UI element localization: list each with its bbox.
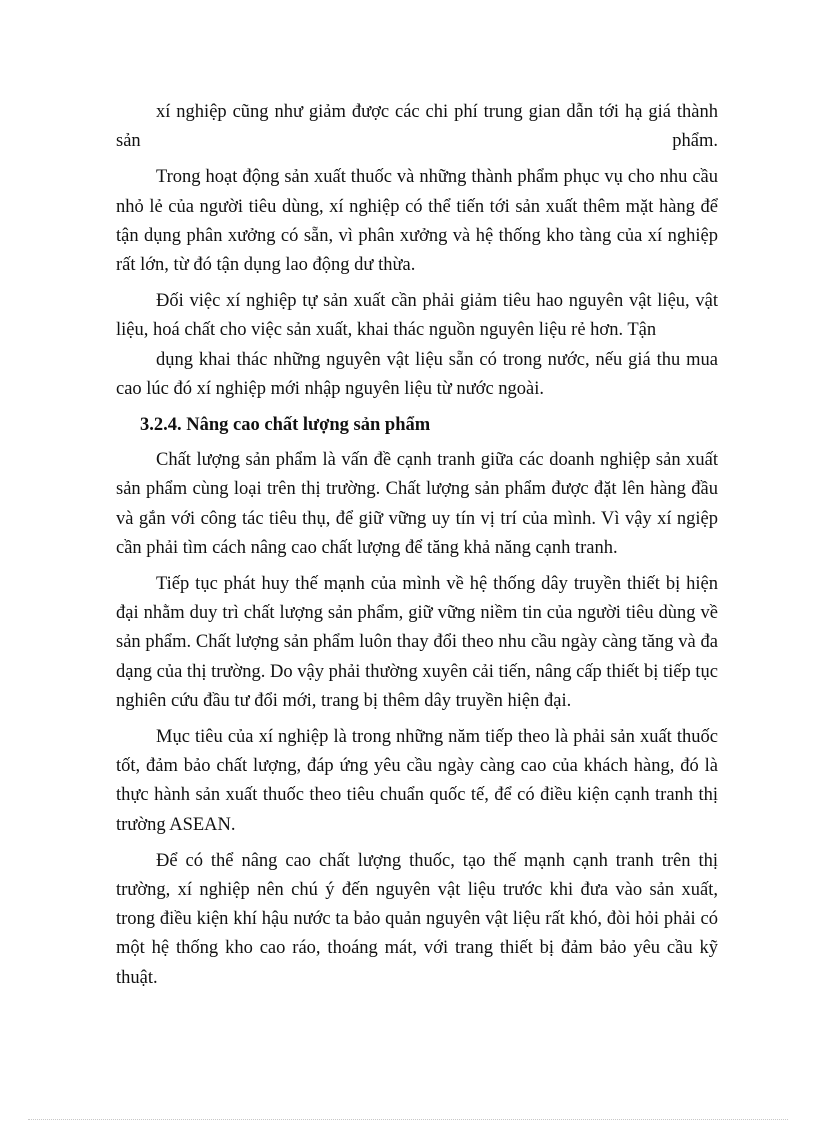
paragraph-2: Trong hoạt động sản xuất thuốc và những thành phẩm phục vụ cho nhu cầu nhỏ lẻ của người tiêu dùng, xí nghiệp có thể tiến tới sản xuất thêm mặt hàng để tận dụng phân xưởng có sẵn, vì phân xưởng và hệ thống kho tàng của xí nghiệp rất lớn, từ đó tận dụng lao động dư thừa. xyxy=(116,167,718,276)
page-bottom-divider xyxy=(28,1119,788,1120)
section-heading: 3.2.4. Nâng cao chất lượng sản phẩm xyxy=(140,415,431,436)
paragraph-3-part-1: Đối việc xí nghiệp tự sản xuất cần phải giảm tiêu hao nguyên vật liệu, vật liệu, hoá chất cho việc sản xuất, khai thác nguồn nguyên liệu rẻ hơn. Tận xyxy=(116,291,718,341)
paragraph-6: Mục tiêu của xí nghiệp là trong những năm tiếp theo là phải sản xuất thuốc tốt, đảm bảo chất lượng, đáp ứng yêu cầu ngày càng cao của khách hàng, đó là thực hành sản xuất thuốc theo tiêu chuẩn quốc tế, để có điều kiện cạnh tranh thị trường ASEAN. xyxy=(116,727,718,835)
paragraph-4: Chất lượng sản phẩm là vấn đề cạnh tranh giữa các doanh nghiệp sản xuất sản phẩm cùng loại trên thị trường. Chất lượng sản phẩm được đặt lên hàng đầu và gắn với công tác tiêu thụ, để giữ vững uy tín vị trí của mình. Vì vậy xí ngiệp cần phải tìm cách nâng cao chất lượng để tăng khả năng cạnh tranh. xyxy=(116,450,718,558)
paragraph-1-word-pham: phẩm. xyxy=(672,131,718,152)
paragraph-3-part-2: dụng khai thác những nguyên vật liệu sẵn có trong nước, nếu giá thu mua cao lúc đó xí nghiệp mới nhập nguyên liệu từ nước ngoài. xyxy=(116,349,718,399)
paragraph-1-word-san: sản xyxy=(116,131,141,152)
paragraph-7: Để có thể nâng cao chất lượng thuốc, tạo thế mạnh cạnh tranh trên thị trường, xí nghiệp nên chú ý đến nguyên vật liệu trước khi đưa vào sản xuất, trong điều kiện khí hậu nước ta bảo quản nguyên vật liệu rất khó, đòi hỏi phải có một hệ thống kho cao ráo, thoáng mát, với trang thiết bị đảm bảo yêu cầu kỹ thuật. xyxy=(116,850,718,988)
document-body xyxy=(116,98,718,1000)
paragraph-1-line-1: xí nghiệp cũng như giảm được các chi phí trung gian dẫn tới hạ giá thành xyxy=(156,102,718,122)
paragraph-1-line-2 xyxy=(116,127,718,156)
paragraph-5: Tiếp tục phát huy thế mạnh của mình về hệ thống dây truyền thiết bị hiện đại nhằm duy trì chất lượng sản phẩm, giữ vững niềm tin của người tiêu dùng về sản phẩm. Chất lượng sản phẩm luôn thay đổi theo nhu cầu ngày càng tăng và đa dạng của thị trường. Do vậy phải thường xuyên cải tiến, nâng cấp thiết bị tiếp tục nghiên cứu đầu tư đổi mới, trang bị thêm dây truyền hiện đại. xyxy=(116,574,718,711)
